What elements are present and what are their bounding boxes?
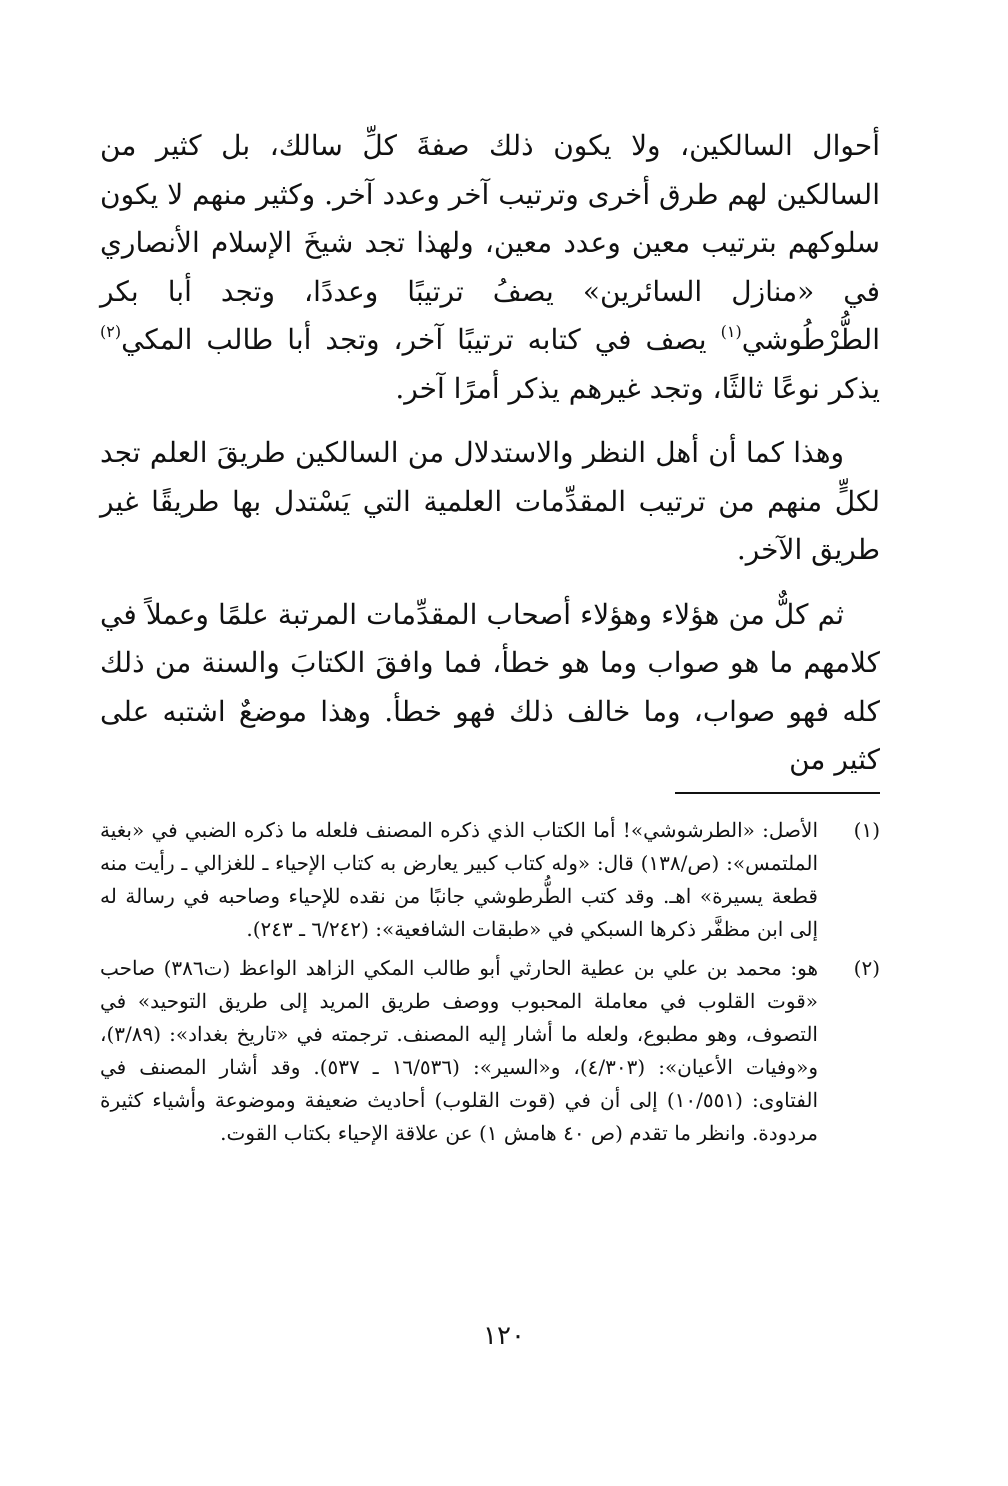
paragraph-1 <box>100 122 880 413</box>
footnote-1 <box>100 814 880 946</box>
paragraph-3: ثم كلٌّ من هؤلاء وهؤلاء أصحاب المقدِّمات المرتبة علمًا وعملاً في كلامهم ما هو صواب وما هو خطأ، فما وافقَ الكتابَ والسنة من ذلك كله فهو صواب، وما خالف ذلك فهو خطأ. وهذا موضعٌ اشتبه على كثير من <box>100 597 880 776</box>
paragraph-2: وهذا كما أن أهل النظر والاستدلال من السالكين طريقَ العلم تجد لكلٍّ منهم من ترتيب المقدِّمات العلمية التي يَسْتدل بها طريقًا غير طريق الآخر. <box>100 436 880 566</box>
main-text <box>100 122 880 785</box>
page-number: ١٢٠ <box>483 1321 525 1351</box>
paragraph-1-part-3: يذكر نوعًا ثالثًا، وتجد غيرهم يذكر أمرًا آخر. <box>395 371 880 405</box>
paragraph-1-part-2: يصف في كتابه ترتيبًا آخر، وتجد أبا طالب المكي <box>121 323 721 356</box>
footnote-ref-1: (١) <box>720 322 742 341</box>
footnote-ref-2: (٢) <box>100 322 122 341</box>
footnote-text: الأصل: «الطرشوشي»! أما الكتاب الذي ذكره المصنف فلعله ما ذكره الضبي في «بغية الملتمس»: (ص/١٣٨) قال: «وله كتاب كبير يعارض به كتاب الإحياء ـ للغزالي ـ رأيت منه قطعة يسيرة» اهـ. وقد كتب الطُّرطوشي جانبًا من نقده للإحياء وصاحبه في رسالة له إلى ابن مظفَّر ذكرها السبكي في «طبقات الشافعية»: (٦/٢٤٢ ـ ٢٤٣). <box>100 818 818 941</box>
footnote-2 <box>100 952 880 1150</box>
footnote-number: (١) <box>853 818 880 842</box>
footnotes <box>100 814 880 1150</box>
footnote-number: (٢) <box>853 956 880 980</box>
footnote-separator <box>675 792 880 794</box>
footnote-text: هو: محمد بن علي بن عطية الحارثي أبو طالب المكي الزاهد الواعظ (ت٣٨٦) صاحب «قوت القلوب في معاملة المحبوب ووصف طريق المريد إلى طريق التوحيد» في التصوف، وهو مطبوع، ولعله ما أشار إليه المصنف. ترجمته في «تاريخ بغداد»: (٣/٨٩)، و«وفيات الأعيان»: (٤/٣٠٣)، و«السير»: (١٦/٥٣٦ ـ ٥٣٧). وقد أشار المصنف في الفتاوى: (١٠/٥٥١) إلى أن في (قوت القلوب) أحاديث ضعيفة وموضوعة وأشياء كثيرة مردودة. وانظر ما تقدم (ص ٤٠ هامش ١) عن علاقة الإحياء بكتاب القوت. <box>100 956 819 1145</box>
paragraph-1-part-1: أحوال السالكين، ولا يكون ذلك صفةَ كلِّ سالك، بل كثير من السالكين لهم طرق أخرى وترتيب آخر وعدد آخر. وكثير منهم لا يكون سلوكهم بترتيب معين وعدد معين، ولهذا تجد شيخَ الإسلام الأنصاري في «منازل السائرين» يصفُ ترتيبًا وعددًا، وتجد أبا بكر الطُّرْطُوشي <box>100 129 880 356</box>
